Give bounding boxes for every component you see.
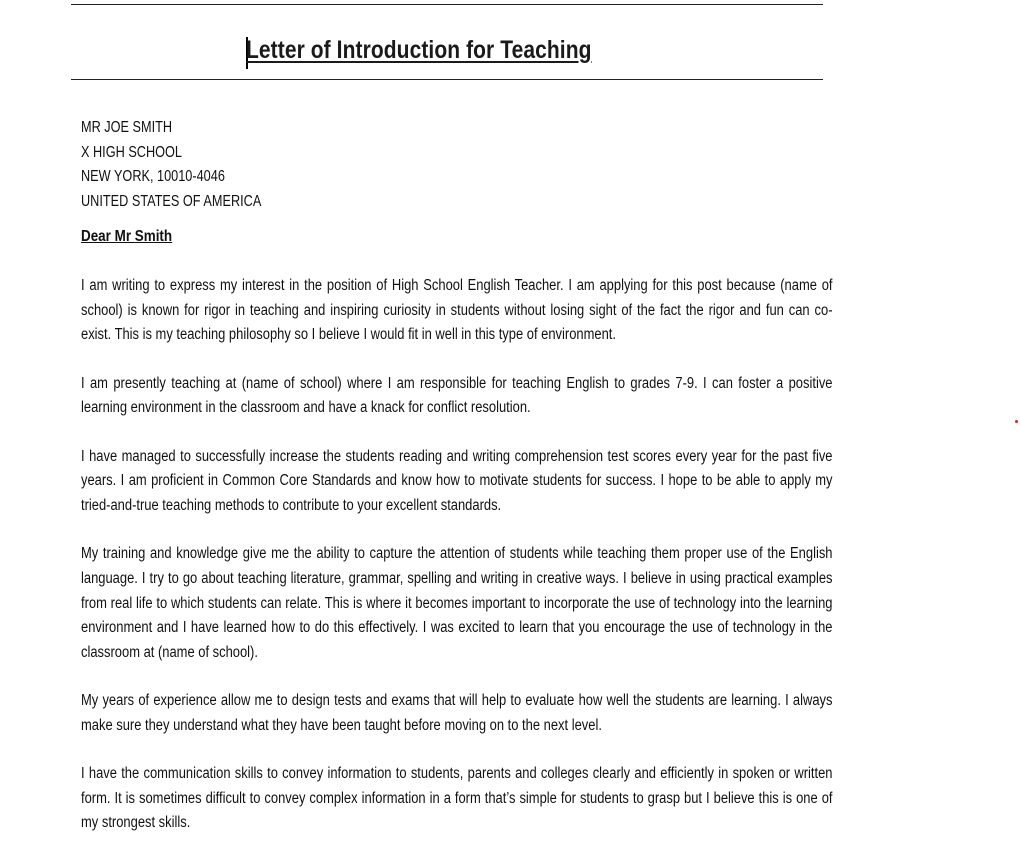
paragraph-1: I am writing to express my interest in the position of High School English Teacher. I am applying for this post because (name of school) is known for rigor in teaching and inspiring curiosity in students without losing sight of the fact the rigor and fun can co-exist. This is my teaching philosophy so I believe I would fit in well in this type of environment. — [81, 277, 833, 344]
salutation: Dear Mr Smith — [81, 228, 173, 245]
address-line-city: NEW YORK, 10010-4046 — [81, 168, 225, 186]
top-rule — [71, 4, 823, 5]
red-dot-mark — [1015, 420, 1018, 423]
paragraph-5: My years of experience allow me to design tests and exams that will help to evaluate how well the students are learning. I always make sure they understand what they have been taught before moving on to the next level. — [81, 692, 833, 734]
paragraph-2: I am presently teaching at (name of school) where I am responsible for teaching English to grades 7-9. I can foster a positive learning environment in the classroom and have a knack for conflict resolution. — [81, 374, 833, 417]
paragraph-6: I have the communication skills to convey information to students, parents and colleges clearly and efficiently in spoken or written form. It is sometimes difficult to convey complex information in a form that’s simple for students to grasp but I believe this is one of my strongest skills. — [81, 765, 833, 832]
recipient-address — [81, 116, 261, 215]
address-line-name: MR JOE SMITH — [81, 119, 173, 136]
address-line-country: UNITED STATES OF AMERICA — [81, 193, 262, 211]
paragraph-3: I have managed to successfully increase the students reading and writing comprehension test scores every year for the past five years. I am proficient in Common Core Standards and know how to motivate students for success. I hope to be able to apply my tried-and-true teaching methods to contribute to your excellent standards. — [81, 447, 833, 514]
letter-title: Letter of Introduction for Teaching — [246, 36, 592, 64]
address-line-school: X HIGH SCHOOL — [81, 143, 183, 161]
letter-body — [81, 274, 833, 860]
title-rule — [71, 79, 823, 80]
paragraph-4: My training and knowledge give me the ability to capture the attention of students while teaching them proper use of the English language. I try to go about teaching literature, grammar, spelling and writing in creative ways. I believe in using practical examples from real life to which students can relate. This is where it becomes important to incorporate the use of technology into the learning environment and I have learned how to do this effectively. I was excited to learn that you encourage the use of technology in the classroom at (name of school). — [81, 545, 833, 661]
